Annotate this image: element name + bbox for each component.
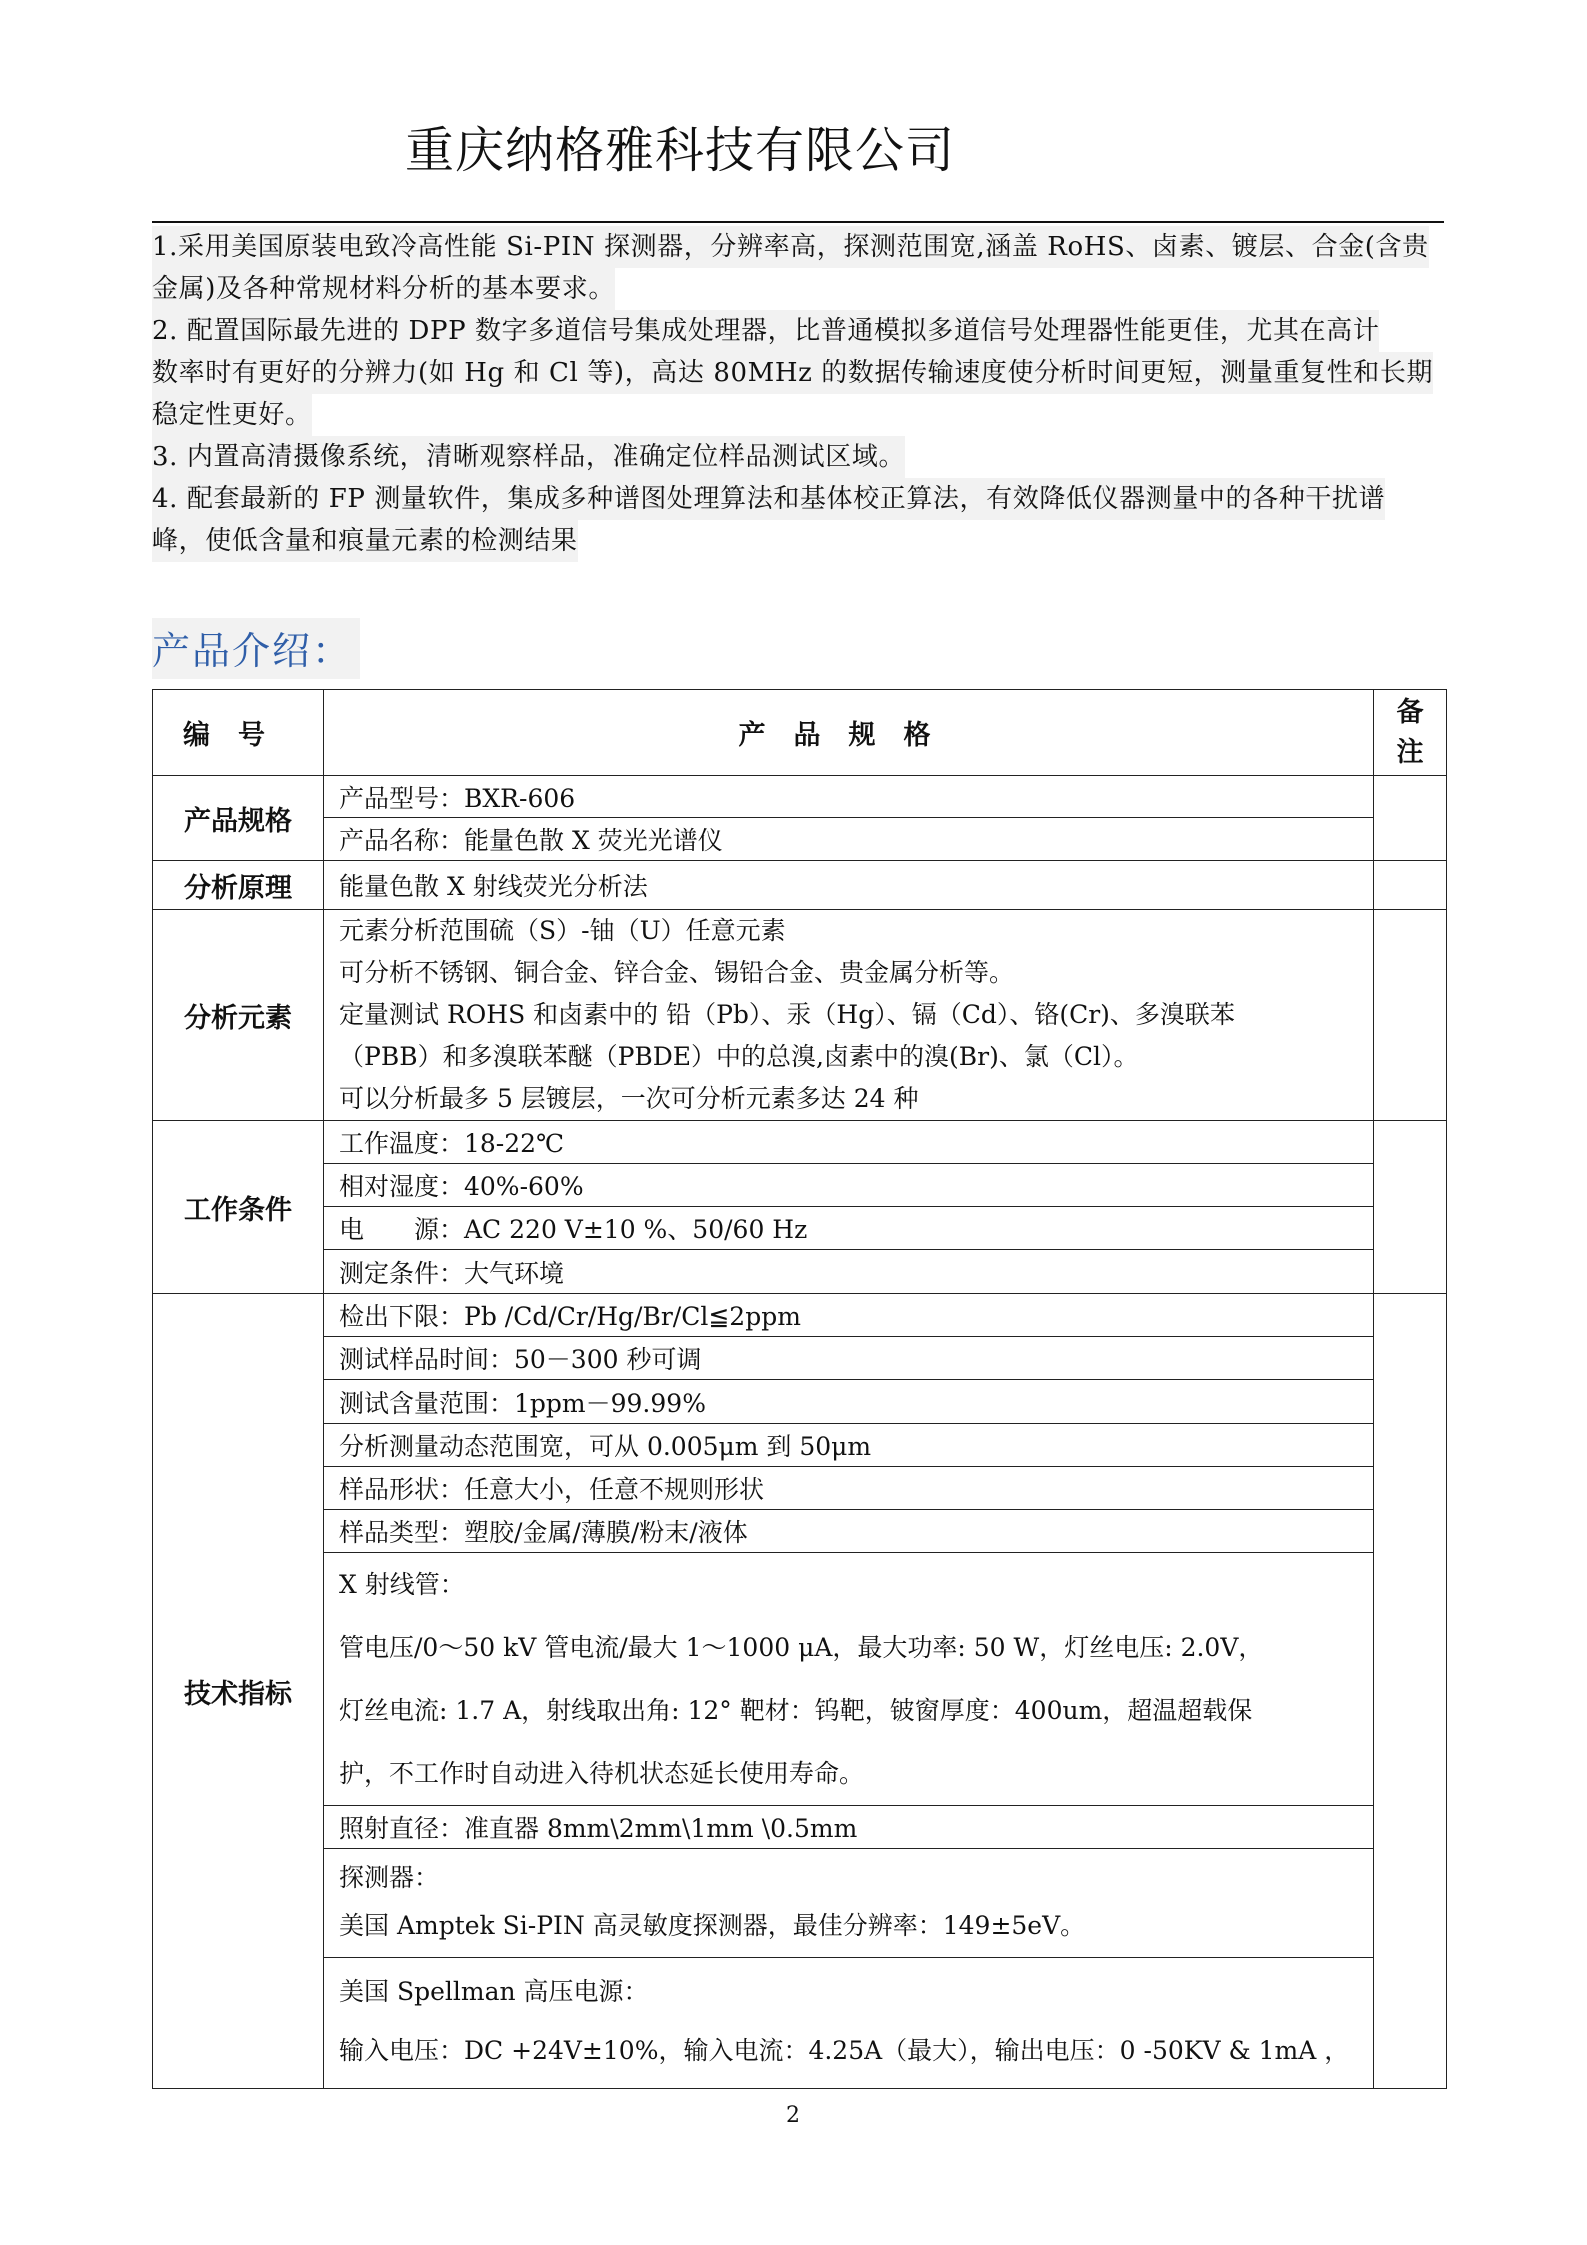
xray-line: 灯丝电流: 1.7 A，射线取出角: 12° 靶材：钨靶，铍窗厚度：400um，超温超载保 bbox=[339, 1696, 1253, 1725]
spec-label: 产品规格 bbox=[153, 776, 324, 861]
table-row bbox=[153, 1164, 1447, 1207]
technical-cell: 测试样品时间：50－300 秒可调 bbox=[324, 1337, 1374, 1380]
header-remark-top: 备 bbox=[1396, 696, 1424, 728]
intro-paragraphs bbox=[152, 226, 1446, 562]
power-line: 美国 Spellman 高压电源： bbox=[339, 1977, 649, 2006]
table-row bbox=[153, 1849, 1447, 1958]
elements-line: （PBB）和多溴联苯醚（PBDE）中的总溴,卤素中的溴(Br)、氯（Cl）。 bbox=[339, 1042, 1139, 1071]
section-title: 产品介绍： bbox=[152, 618, 360, 679]
principle-label: 分析原理 bbox=[153, 861, 324, 910]
header-number: 编号 bbox=[153, 690, 324, 776]
technical-cell: 分析测量动态范围宽，可从 0.005μm 到 50μm bbox=[324, 1424, 1374, 1467]
elements-cell bbox=[324, 910, 1374, 1121]
principle-cell: 能量色散 X 射线荧光分析法 bbox=[324, 861, 1374, 910]
note-cell bbox=[1374, 1121, 1447, 1294]
table-row bbox=[153, 1380, 1447, 1424]
model-cell: 产品型号：BXR-606 bbox=[324, 776, 1374, 818]
detector-line: 美国 Amptek Si-PIN 高灵敏度探测器，最佳分辨率：149±5eV。 bbox=[339, 1911, 1086, 1940]
note-cell bbox=[1374, 1294, 1447, 2089]
detector-cell bbox=[324, 1849, 1374, 1958]
power-cell bbox=[324, 1958, 1374, 2089]
detector-line: 探测器： bbox=[339, 1863, 440, 1892]
intro-line: 稳定性更好。 bbox=[152, 394, 312, 436]
xray-line: 管电压/0～50 kV 管电流/最大 1～1000 μA，最大功率: 50 W，灯丝电压: 2.0V， bbox=[339, 1633, 1264, 1662]
page-number: 2 bbox=[786, 2103, 800, 2128]
intro-line: 1.采用美国原装电致冷高性能 Si-PIN 探测器，分辨率高，探测范围宽,涵盖 RoHS、卤素、镀层、合金(含贵 bbox=[152, 226, 1429, 268]
table-row bbox=[153, 776, 1447, 818]
header-remark bbox=[1374, 690, 1447, 776]
intro-line: 2. 配置国际最先进的 DPP 数字多道信号集成处理器，比普通模拟多道信号处理器性能更佳，尤其在高计 bbox=[152, 310, 1379, 352]
table-row bbox=[153, 818, 1447, 861]
note-cell bbox=[1374, 910, 1447, 1121]
condition-cell: 工作温度：18-22℃ bbox=[324, 1121, 1374, 1164]
technical-label: 技术指标 bbox=[153, 1294, 324, 2089]
elements-line: 定量测试 ROHS 和卤素中的 铅（Pb）、汞（Hg）、镉（Cd）、铬(Cr)、多溴联苯 bbox=[339, 1000, 1235, 1029]
table-row bbox=[153, 1337, 1447, 1380]
company-title: 重庆纳格雅科技有限公司 bbox=[405, 122, 956, 179]
table-row bbox=[153, 861, 1447, 910]
note-cell bbox=[1374, 861, 1447, 910]
table-row bbox=[153, 1424, 1447, 1467]
spec-table bbox=[152, 689, 1447, 2089]
table-header-row bbox=[153, 690, 1447, 776]
xray-line: 护，不工作时自动进入待机状态延长使用寿命。 bbox=[339, 1759, 865, 1788]
header-remark-bottom: 注 bbox=[1396, 736, 1424, 768]
condition-cell: 相对湿度：40%-60% bbox=[324, 1164, 1374, 1207]
table-row bbox=[153, 1250, 1447, 1294]
intro-line: 金属)及各种常规材料分析的基本要求。 bbox=[152, 268, 615, 310]
table-row bbox=[153, 1958, 1447, 2089]
power-line: 输入电压：DC +24V±10%，输入电流：4.25A（最大），输出电压：0 -50KV & 1mA ， bbox=[339, 2036, 1350, 2065]
technical-cell: 检出下限：Pb /Cd/Cr/Hg/Br/Cl≦2ppm bbox=[324, 1294, 1374, 1337]
note-cell bbox=[1374, 776, 1447, 861]
table-row bbox=[153, 1294, 1447, 1337]
intro-line: 4. 配套最新的 FP 测量软件，集成多种谱图处理算法和基体校正算法，有效降低仪器测量中的各种干扰谱 bbox=[152, 478, 1385, 520]
elements-label: 分析元素 bbox=[153, 910, 324, 1121]
header-rule bbox=[152, 221, 1444, 223]
table-row bbox=[153, 1467, 1447, 1510]
table-row bbox=[153, 1510, 1447, 1553]
condition-cell: 电 源：AC 220 V±10 %、50/60 Hz bbox=[324, 1207, 1374, 1250]
technical-cell: 样品形状：任意大小，任意不规则形状 bbox=[324, 1467, 1374, 1510]
technical-cell: 测试含量范围：1ppm－99.99% bbox=[324, 1380, 1374, 1424]
name-cell: 产品名称：能量色散 X 荧光光谱仪 bbox=[324, 818, 1374, 861]
conditions-label: 工作条件 bbox=[153, 1121, 324, 1294]
table-row bbox=[153, 1806, 1447, 1849]
intro-line: 数率时有更好的分辨力(如 Hg 和 Cl 等)，高达 80MHz 的数据传输速度使分析时间更短，测量重复性和长期 bbox=[152, 352, 1433, 394]
elements-line: 可以分析最多 5 层镀层，一次可分析元素多达 24 种 bbox=[339, 1084, 919, 1113]
xray-cell bbox=[324, 1553, 1374, 1806]
xray-line: X 射线管： bbox=[339, 1570, 465, 1599]
elements-line: 可分析不锈钢、铜合金、锌合金、锡铅合金、贵金属分析等。 bbox=[339, 958, 1015, 987]
technical-cell: 样品类型：塑胶/金属/薄膜/粉末/液体 bbox=[324, 1510, 1374, 1553]
table-row bbox=[153, 1121, 1447, 1164]
condition-cell: 测定条件：大气环境 bbox=[324, 1250, 1374, 1294]
table-row bbox=[153, 1553, 1447, 1806]
irradiation-cell: 照射直径：准直器 8mm\2mm\1mm \0.5mm bbox=[324, 1806, 1374, 1849]
intro-line: 3. 内置高清摄像系统，清晰观察样品，准确定位样品测试区域。 bbox=[152, 436, 905, 478]
elements-line: 元素分析范围硫（S）-铀（U）任意元素 bbox=[339, 916, 786, 945]
header-spec: 产品规格 bbox=[324, 690, 1374, 776]
table-row bbox=[153, 910, 1447, 1121]
table-row bbox=[153, 1207, 1447, 1250]
intro-line: 峰，使低含量和痕量元素的检测结果 bbox=[152, 520, 578, 562]
